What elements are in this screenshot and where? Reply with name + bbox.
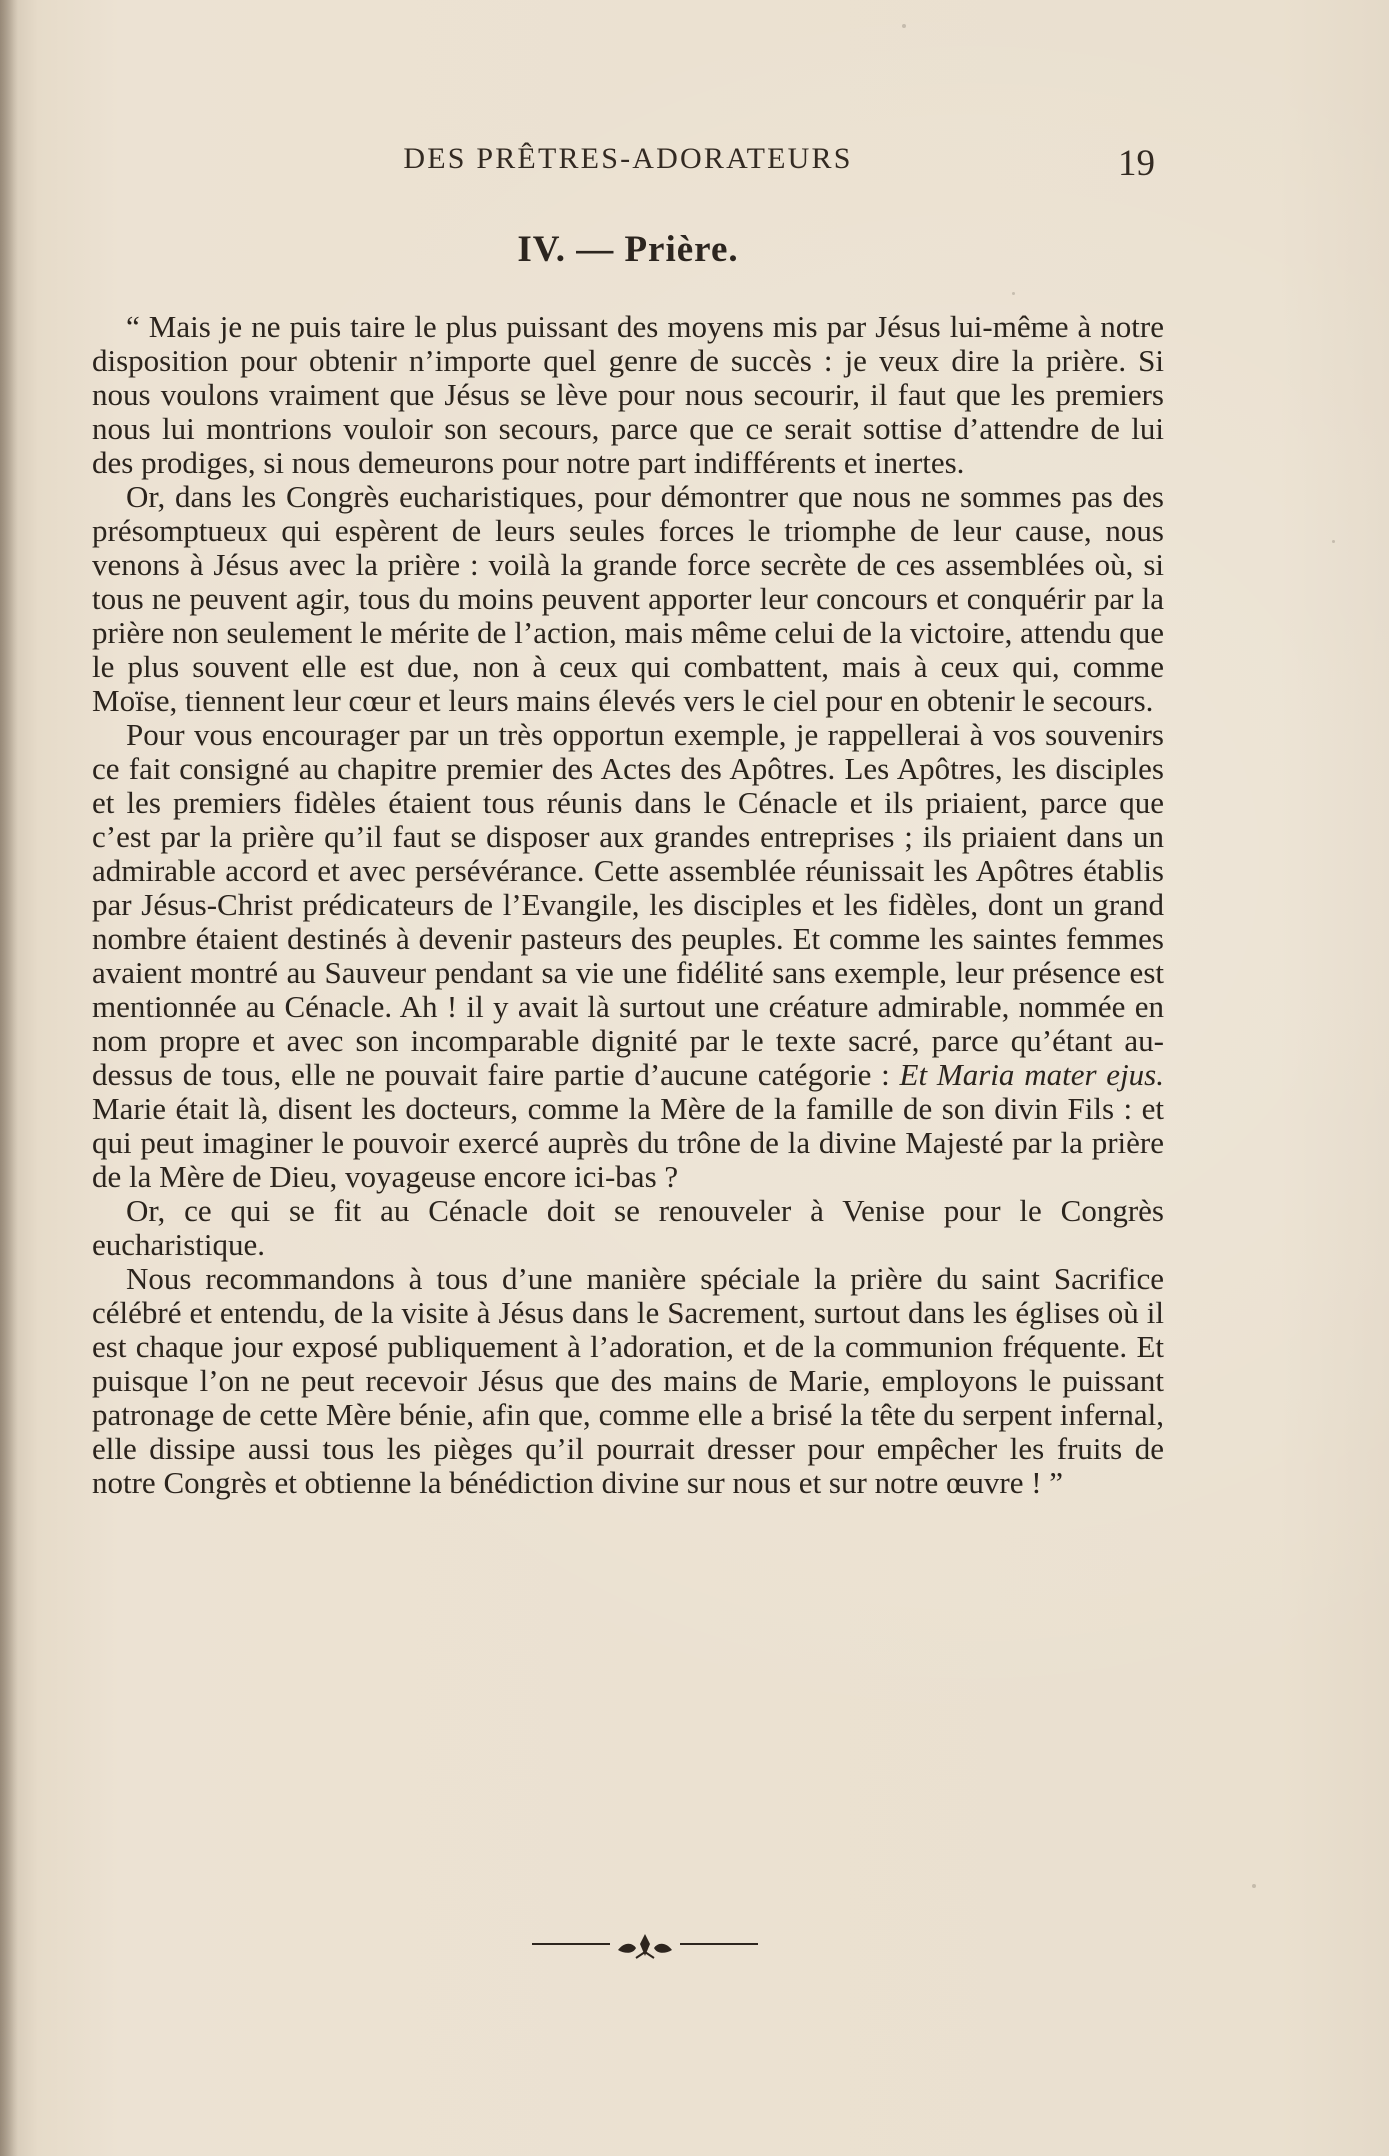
- page-number: 19: [1118, 143, 1155, 184]
- spine-shadow: [0, 0, 18, 2156]
- paragraph-text: Marie était là, disent les docteurs, comme la Mère de la famille de son divin Fils : et qui peut imaginer le pouvoir exercé auprès du trône de la divine Majesté par la prière de la Mère de Dieu, voyageuse encore ici-bas ?: [92, 1091, 1164, 1194]
- body-text: [92, 310, 1164, 1500]
- latin-quote: Et Maria mater ejus.: [899, 1057, 1164, 1092]
- paragraph: Nous recommandons à tous d’une manière spéciale la prière du saint Sacrifice célébré et entendu, de la visite à Jésus dans le Sacrement, surtout dans les églises où il est chaque jour exposé publiquement à l’adoration, et de la communion fréquente. Et puisque l’on ne peut recevoir Jésus que des mains de Marie, employons le puissant patronage de cette Mère bénie, afin que, comme elle a brisé la tête du serpent infernal, elle dissipe aussi tous les pièges qu’il pourrait dresser pour empêcher les fruits de notre Congrès et obtienne la bénédiction divine sur nous et sur notre œuvre ! ”: [92, 1261, 1164, 1500]
- paper-speck: [1012, 292, 1015, 295]
- paragraph: Or, dans les Congrès eucharistiques, pour démontrer que nous ne sommes pas des présomptueux qui espèrent de leurs seules forces le triomphe de leur cause, nous venons à Jésus avec la prière : voilà la grande force secrète de ces assemblées où, si tous ne peuvent agir, tous du moins peuvent apporter leur concours et conquérir par la prière non seulement le mérite de l’action, mais même celui de la victoire, attendu que le plus souvent elle est due, non à ceux qui combattent, mais à ceux qui, comme Moïse, tiennent leur cœur et leurs mains élevés vers le ciel pour en obtenir le secours.: [92, 479, 1164, 718]
- running-head: DES PRÊTRES-ADORATEURS: [403, 142, 853, 175]
- section-title: IV. — Prière.: [517, 229, 739, 270]
- tailpiece-fleuron-icon: [532, 1928, 758, 1966]
- paper-speck: [902, 24, 906, 28]
- paper-speck: [1332, 540, 1335, 543]
- paragraph: [92, 718, 1164, 1194]
- paragraph-text: Pour vous encourager par un très opportun exemple, je rappellerai à vos souvenirs ce fait consigné au chapitre premier des Actes des Apôtres. Les Apôtres, les disciples et les premiers fidèles étaient tous réunis dans le Cénacle et ils priaient, parce que c’est par la prière qu’il faut se disposer aux grandes entreprises ; ils priaient dans un admirable accord et avec persévérance. Cette assemblée réunissait les Apôtres établis par Jésus-Christ prédicateurs de l’Evangile, les disciples et les fidèles, dont un grand nombre étaient destinés à devenir pasteurs des peuples. Et comme les saintes femmes avaient montré au Sauveur pendant sa vie une fidélité sans exemple, leur présence est mentionnée au Cénacle. Ah ! il y avait là surtout une créature admirable, nommée en nom propre et avec son incomparable dignité par le texte sacré, parce qu’étant au-dessus de tous, elle ne pouvait faire partie d’aucune catégorie :: [92, 717, 1164, 1092]
- paragraph: Or, ce qui se fit au Cénacle doit se renouveler à Venise pour le Congrès eucharistique.: [92, 1193, 1164, 1262]
- paper-speck: [1252, 1884, 1256, 1888]
- paragraph: “ Mais je ne puis taire le plus puissant des moyens mis par Jésus lui-même à notre disposition pour obtenir n’importe quel genre de succès : je veux dire la prière. Si nous voulons vraiment que Jésus se lève pour nous secourir, il faut que les premiers nous lui montrions vouloir son secours, parce que ce serait sottise d’attendre de lui des prodiges, si nous demeurons pour notre part indifférents et inertes.: [92, 309, 1164, 480]
